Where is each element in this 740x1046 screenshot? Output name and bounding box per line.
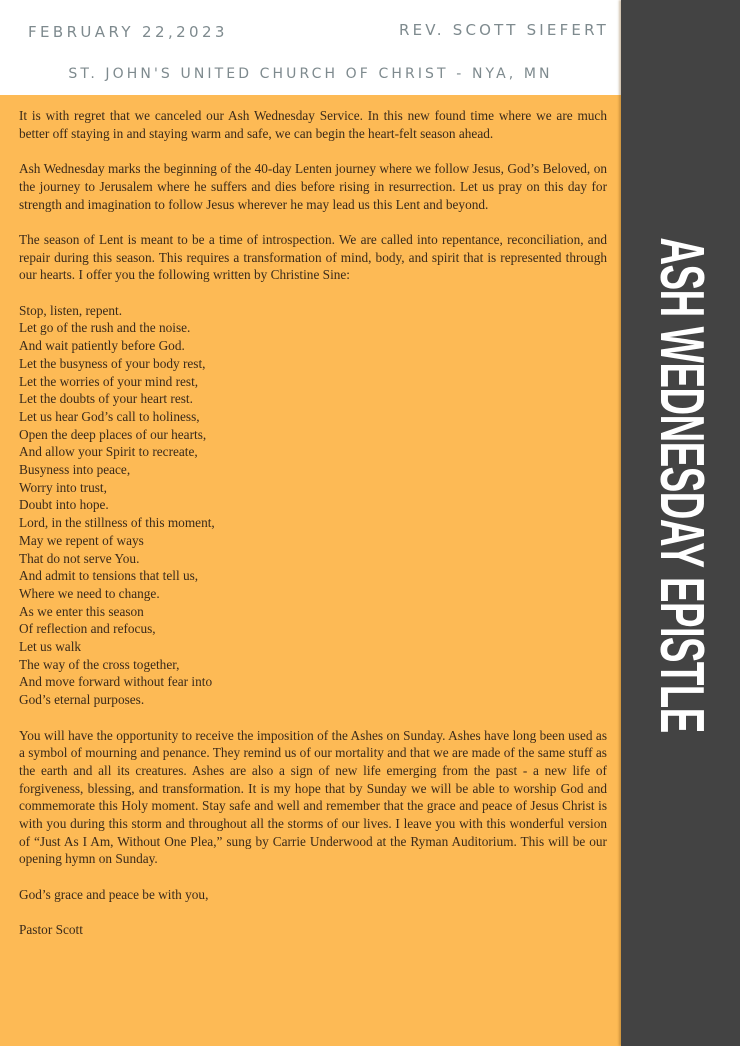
poem-line: And move forward without fear into xyxy=(19,674,213,690)
paragraph-1: It is with regret that we canceled our Ash Wednesday Service. In this new found time where we are much better off staying in and staying warm and safe, we can begin the heart-felt season ahead. xyxy=(19,108,607,141)
paragraph-3: The season of Lent is meant to be a time of introspection. We are called into repentance, reconciliation, and repair during this season. This requires a transformation of mind, body, and spirit that is represented through our hearts. I offer you the following written by Christine Sine: xyxy=(19,231,607,283)
poem-line: May we repent of ways xyxy=(19,532,144,548)
document-title xyxy=(647,86,716,885)
poem xyxy=(19,302,607,709)
church-name: ST. JOHN'S UNITED CHURCH OF CHRIST - NYA, MN xyxy=(68,66,553,82)
poem-line: Let the doubts of your heart rest. xyxy=(19,391,193,407)
poem-line: Where we need to change. xyxy=(19,585,160,601)
author: REV. SCOTT SIEFERT xyxy=(398,21,609,39)
header xyxy=(0,0,621,95)
blessing: God’s grace and peace be with you, xyxy=(19,886,209,902)
closing-paragraph: You will have the opportunity to receive the imposition of the Ashes on Sunday. Ashes have long been used as a symbol of mourning and penance. They remind us of our mortality and that we are made of the same stuff as the earth and all its creatures. Ashes are also a sign of new life emerging from the past - a new life of forgiveness, blessing, and transformation. It is my hope that by Sunday we will be able to worship God and commemorate this Holy moment. Stay safe and well and remember that the grace and peace of Jesus Christ is with you during this storm and throughout all the storms of our lives. I leave you with this wonderful version of “Just As I Am, Without One Plea,” sung by Carrie Underwood at the Ryman Auditorium. This will be our opening hymn on Sunday. xyxy=(19,727,607,867)
date: FEBRUARY 22,2023 xyxy=(28,23,228,41)
poem-line: Let the worries of your mind rest, xyxy=(19,373,199,389)
signature: Pastor Scott xyxy=(19,922,83,938)
poem-line: And admit to tensions that tell us, xyxy=(19,568,199,584)
poem-line: Let us hear God’s call to holiness, xyxy=(19,408,200,424)
poem-line: Lord, in the stillness of this moment, xyxy=(19,515,215,531)
poem-line: Stop, listen, repent. xyxy=(19,302,123,318)
letter-body xyxy=(19,107,607,957)
poem-line: Doubt into hope. xyxy=(19,497,109,513)
poem-line: The way of the cross together, xyxy=(19,656,180,672)
poem-line: Let go of the rush and the noise. xyxy=(19,320,191,336)
paragraph-2: Ash Wednesday marks the beginning of the 40-day Lenten journey where we follow Jesus, God’s Beloved, on the journey to Jerusalem where he suffers and dies before rising in resurrection. Let us pray on this day for strength and imagination to follow Jesus wherever he may lead us this Lent and beyond. xyxy=(19,161,607,212)
poem-line: Let us walk xyxy=(19,639,82,655)
poem-line: As we enter this season xyxy=(19,603,144,619)
sidebar xyxy=(621,0,740,1046)
document-title-text: ASH WEDNESDAY EPISTLE xyxy=(647,237,716,733)
poem-line: Of reflection and refocus, xyxy=(19,621,156,637)
poem-line: Open the deep places of our hearts, xyxy=(19,426,207,442)
poem-line: And allow your Spirit to recreate, xyxy=(19,444,198,460)
poem-line: That do not serve You. xyxy=(19,550,140,566)
poem-line: Let the busyness of your body rest, xyxy=(19,355,206,371)
poem-line: Busyness into peace, xyxy=(19,462,131,478)
poem-line: And wait patiently before God. xyxy=(19,338,185,354)
poem-line: Worry into trust, xyxy=(19,479,107,495)
poem-line: God’s eternal purposes. xyxy=(19,692,145,708)
